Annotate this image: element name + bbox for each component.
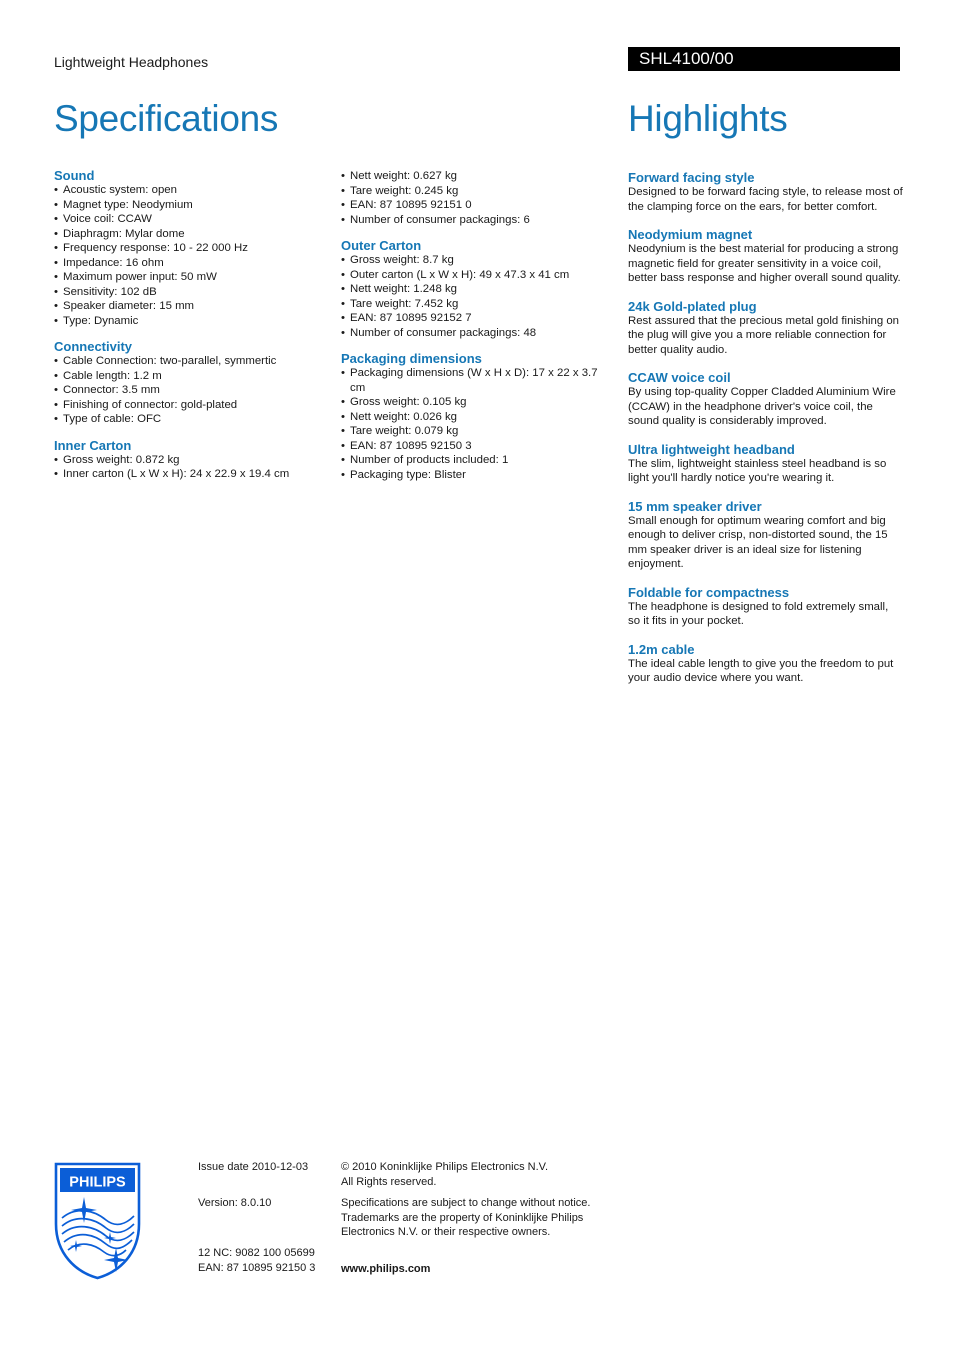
spec-list xyxy=(54,354,324,427)
highlight-text: The ideal cable length to give you the freedom to put your audio device where you want. xyxy=(628,657,894,684)
spec-item: • Inner carton (L x W x H): 24 x 22.9 x 19.4 cm xyxy=(54,467,324,482)
spec-item: • Number of consumer packagings: 48 xyxy=(341,326,606,341)
spec-item: • Outer carton (L x W x H): 49 x 47.3 x 41 cm xyxy=(341,268,606,283)
footer-legal xyxy=(341,1160,606,1276)
spec-list xyxy=(341,169,606,227)
spec-section-title: Outer Carton xyxy=(341,238,422,253)
spec-item: • Packaging type: Blister xyxy=(341,468,606,483)
notice-line-1: Specifications are subject to change without notice. xyxy=(341,1197,591,1209)
highlight-item xyxy=(628,370,903,429)
highlight-title: Forward facing style xyxy=(628,170,755,185)
spec-item: • Diaphragm: Mylar dome xyxy=(54,227,324,242)
spec-item: • Acoustic system: open xyxy=(54,183,324,198)
highlight-title: 15 mm speaker driver xyxy=(628,498,762,514)
highlight-item xyxy=(628,642,903,686)
copyright-line-2: All Rights reserved. xyxy=(341,1175,437,1188)
spec-item: • Gross weight: 0.872 kg xyxy=(54,453,324,468)
highlight-text: The headphone is designed to fold extremely small, so it fits in your pocket. xyxy=(628,600,889,627)
product-line: Lightweight Headphones xyxy=(54,54,209,70)
website-link[interactable]: www.philips.com xyxy=(341,1262,431,1275)
specifications-title: Specifications xyxy=(54,98,279,139)
highlight-item xyxy=(628,499,903,572)
highlight-text: Rest assured that the precious metal gold finishing on the plug will give you a more reliable connection for better quality audio. xyxy=(628,314,900,356)
notice-line-3: Electronics N.V. or their respective owners. xyxy=(341,1226,551,1238)
specs-column-2 xyxy=(341,169,606,493)
highlight-title: 24k Gold-plated plug xyxy=(628,298,757,314)
spec-item: • Gross weight: 8.7 kg xyxy=(341,253,606,268)
spec-item: • Nett weight: 1.248 kg xyxy=(341,282,606,297)
spec-item: • EAN: 87 10895 92150 3 xyxy=(341,439,606,454)
spec-list xyxy=(54,453,324,482)
copyright-line-1: © 2010 Koninklijke Philips Electronics N.V. xyxy=(341,1161,549,1173)
spec-item: • Number of consumer packagings: 6 xyxy=(341,213,606,228)
spec-item: • Frequency response: 10 - 22 000 Hz xyxy=(54,241,324,256)
highlights-column xyxy=(628,170,903,699)
highlight-item xyxy=(628,227,903,286)
spec-item: • Nett weight: 0.627 kg xyxy=(341,169,606,184)
spec-item: • Finishing of connector: gold-plated xyxy=(54,398,324,413)
spec-list xyxy=(54,183,324,328)
highlight-item xyxy=(628,299,903,358)
spec-list xyxy=(341,366,606,482)
spec-item: • Cable Connection: two-parallel, symmertic xyxy=(54,354,324,369)
highlight-title: Ultra lightweight headband xyxy=(628,441,795,457)
spec-item: • Type of cable: OFC xyxy=(54,412,324,427)
ean-number: EAN: 87 10895 92150 3 xyxy=(198,1261,316,1274)
highlight-text: By using top-quality Copper Cladded Aluminium Wire (CCAW) in the headphone driver's voice coil, the sound quality is considerably improved. xyxy=(628,386,896,427)
spec-item: • Speaker diameter: 15 mm xyxy=(54,299,324,314)
highlight-text: Small enough for optimum wearing comfort and big enough to deliver crisp, non-distorted sound, the 15 mm speaker driver is an ideal size for listening enjoyment. xyxy=(628,514,888,570)
spec-section-title: Packaging dimensions xyxy=(341,351,482,366)
spec-item: • EAN: 87 10895 92151 0 xyxy=(341,198,606,213)
version: Version: 8.0.10 xyxy=(198,1196,272,1209)
spec-item: • Magnet type: Neodymium xyxy=(54,198,324,213)
spec-section-title: Inner Carton xyxy=(54,437,132,453)
spec-item: • Maximum power input: 50 mW xyxy=(54,270,324,285)
model-number-bar: SHL4100/00 xyxy=(628,47,900,71)
spec-item: • EAN: 87 10895 92152 7 xyxy=(341,311,606,326)
highlight-title: Foldable for compactness xyxy=(628,584,790,600)
highlight-item xyxy=(628,170,903,214)
spec-item: • Sensitivity: 102 dB xyxy=(54,285,324,300)
spec-list xyxy=(341,253,606,340)
spec-item: • Nett weight: 0.026 kg xyxy=(341,410,606,425)
spec-item: • Cable length: 1.2 m xyxy=(54,369,324,384)
footer-issue-info xyxy=(198,1160,333,1275)
highlights-title: Highlights xyxy=(628,98,788,139)
spec-item: • Connector: 3.5 mm xyxy=(54,383,324,398)
highlight-text: The slim, lightweight stainless steel headband is so light you'll hardly notice you're wearing it. xyxy=(628,457,887,484)
highlight-title: Neodymium magnet xyxy=(628,227,753,242)
spec-item: • Number of products included: 1 xyxy=(341,453,606,468)
spec-section-title: Connectivity xyxy=(54,339,133,354)
spec-item: • Gross weight: 0.105 kg xyxy=(341,395,606,410)
highlight-item xyxy=(628,442,903,486)
spec-item: • Tare weight: 0.079 kg xyxy=(341,424,606,439)
philips-logo-text: PHILIPS xyxy=(69,1174,126,1191)
highlight-title: 1.2m cable xyxy=(628,641,695,657)
spec-item: • Impedance: 16 ohm xyxy=(54,256,324,271)
highlight-text: Neodynium is the best material for producing a strong magnetic field for greater sensitivity in a voice coil, better bass response and higher overall sound quality. xyxy=(628,243,901,284)
issue-date: Issue date 2010-12-03 xyxy=(198,1161,309,1173)
highlight-text: Designed to be forward facing style, to release most of the clamping force on the ears, for better comfort. xyxy=(628,186,903,213)
spec-item: • Packaging dimensions (W x H x D): 17 x 22 x 3.7 cm xyxy=(341,366,606,395)
highlight-title: CCAW voice coil xyxy=(628,370,731,385)
specs-column-1 xyxy=(54,168,324,493)
spec-item: • Tare weight: 7.452 kg xyxy=(341,297,606,312)
spec-section-title: Sound xyxy=(54,168,95,183)
highlight-item xyxy=(628,585,903,629)
notice-line-2: Trademarks are the property of Koninklijke Philips xyxy=(341,1211,584,1224)
nc-number: 12 NC: 9082 100 05699 xyxy=(198,1247,315,1259)
spec-item: • Type: Dynamic xyxy=(54,314,324,329)
spec-item: • Tare weight: 0.245 kg xyxy=(341,184,606,199)
spec-item: • Voice coil: CCAW xyxy=(54,212,324,227)
philips-shield-logo xyxy=(54,1162,141,1280)
